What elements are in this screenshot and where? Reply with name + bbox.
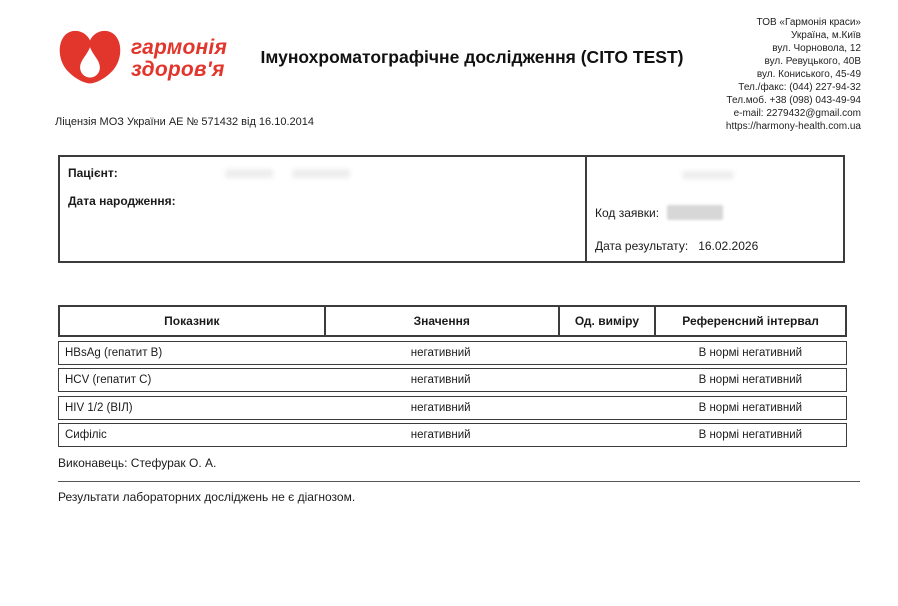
patient-info-box [58, 155, 845, 263]
contact-address-2: вул. Ревуцького, 40В [764, 56, 861, 67]
col-header-value: Значення [324, 307, 558, 335]
executor-line: Виконавець: Стефурак О. А. [58, 456, 217, 470]
clinic-logo-text [131, 37, 227, 81]
row-reference: В нормі негативний [698, 401, 803, 414]
row-value: негативний [410, 346, 471, 359]
redacted-patient-name [225, 169, 273, 178]
request-code-row [595, 205, 723, 220]
row-value: негативний [410, 374, 471, 386]
clinic-logo [57, 26, 227, 92]
contact-email: e-mail: 2279432@gmail.com [733, 108, 861, 119]
col-header-indicator: Показник [164, 314, 220, 328]
redacted-request-code [667, 205, 723, 220]
clinic-contacts [651, 16, 861, 133]
logo-line-2: здоров'я [131, 58, 225, 81]
disclaimer-line: Результати лабораторних досліджень не є діагнозом. [58, 490, 356, 504]
row-value: негативний [410, 429, 471, 441]
patient-info-left-cell [60, 157, 587, 261]
contact-phone-mobile: Тел.моб. +38 (098) 043-49-94 [726, 95, 861, 106]
row-reference: В нормі негативний [698, 346, 803, 359]
redacted-patient-name-2 [292, 169, 350, 178]
patient-label: Пацієнт: [68, 166, 118, 180]
license-line: Ліцензія МОЗ України АЕ № 571432 від 16.10.2014 [55, 116, 314, 128]
results-table-header [58, 305, 847, 337]
result-date-value: 16.02.2026 [698, 239, 759, 253]
row-indicator: HBsAg (гепатит B) [65, 346, 163, 359]
results-table [58, 305, 847, 447]
col-header-reference: Референсний інтервал [654, 307, 845, 335]
table-row [58, 396, 847, 420]
contact-company: ТОВ «Гармонія краси» [756, 17, 861, 28]
contact-address-3: вул. Кониського, 45-49 [756, 69, 861, 80]
table-row [58, 423, 847, 447]
heart-drop-logo-icon [57, 26, 123, 92]
logo-line-1: гармонія [131, 36, 228, 59]
row-indicator: Сифіліс [65, 429, 107, 441]
row-reference: В нормі негативний [698, 429, 803, 441]
redacted-header-text [682, 171, 734, 179]
col-header-unit: Од. виміру [558, 307, 655, 335]
row-indicator: HIV 1/2 (ВІЛ) [65, 401, 133, 414]
page-title: Імунохроматографічне дослідження (CITO TEST) [260, 47, 684, 67]
footer-divider [58, 481, 860, 482]
table-row [58, 368, 847, 392]
contact-phone-fax: Тел./факс: (044) 227-94-32 [738, 82, 861, 93]
row-reference: В нормі негативний [698, 374, 803, 386]
birthdate-label: Дата народження: [68, 194, 176, 208]
result-date-row [595, 239, 758, 253]
request-code-label: Код заявки: [595, 205, 660, 220]
row-value: негативний [410, 401, 471, 414]
result-date-label: Дата результату: [595, 239, 689, 253]
contact-address-1: вул. Чорновола, 12 [772, 43, 861, 54]
row-indicator: HCV (гепатит C) [65, 374, 152, 386]
patient-info-right-cell [587, 157, 843, 261]
table-row [58, 341, 847, 365]
contact-website: https://harmony-health.com.ua [725, 121, 861, 132]
contact-country-city: Україна, м.Київ [791, 30, 861, 41]
